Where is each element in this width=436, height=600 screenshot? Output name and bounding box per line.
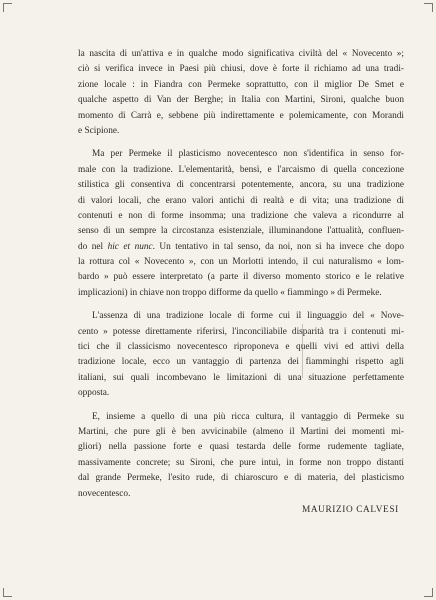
text-line: Ma per Permeke il plasticismo novecentesco non s'identifica in senso for- <box>92 149 404 160</box>
paragraph <box>78 309 404 401</box>
crop-mark-top-right <box>424 3 433 12</box>
paragraph <box>78 47 404 139</box>
text-line: tici che il classicismo novecentesco riproponeva e quelli vivi ed attivi della <box>78 342 404 353</box>
paragraph-spacer <box>78 402 404 410</box>
text-line: zione locale : in Fiandra con Permeke soprattutto, con il miglior De Smet e <box>78 79 404 90</box>
text-line: momento di Carrà e, sebbene più indirettamente e polemicamente, con Morandi <box>78 110 404 121</box>
text-line: gliori) nella passione forte e quasi testarda delle forme rudemente tagliate, <box>78 442 404 453</box>
paragraph-spacer <box>78 139 404 147</box>
text-line: qualche aspetto di Van der Berghe; in Italia con Martini, Sironi, qualche buon <box>78 95 404 106</box>
paragraph <box>78 410 404 502</box>
text-line: Martini, che pure gli è ben avvicinabile (almeno il Martini dei momenti mi- <box>78 426 404 437</box>
text-line: italiani, sui quali incombevano le limitazioni di una situazione perfettamente <box>78 372 404 383</box>
paragraph-spacer <box>78 301 404 309</box>
text-line: ciò si verifica invece in Paesi più chiusi, dove è forte il richiamo ad una tradi- <box>78 64 404 75</box>
text-line: male con la tradizione. L'elementarità, bensì, e l'arcaismo di quella concezione <box>78 164 404 175</box>
author-signature: MAURIZIO CALVESI <box>302 505 399 515</box>
crop-mark-top-left <box>3 3 12 12</box>
text-line: dal grande Permeke, l'esito rude, di chiaroscuro e di materia, del plasticismo <box>78 473 404 484</box>
text-line: la nascita di un'attiva e in qualche modo significativa civiltà del « Novecento »; <box>78 49 404 59</box>
text-line: cento » potesse direttamente riferirsi, l'inconciliabile disparità tra i contenuti mi- <box>78 326 404 337</box>
text-line: do nel hic et nunc. Un tentativo in tal senso, da noi, non si ha invece che dopo <box>78 241 404 252</box>
paragraph <box>78 147 404 301</box>
text-line: massivamente concrete; su Sironi, che pure intuì, in forme non troppo distanti <box>78 457 404 468</box>
text-line: stilistica gli consentiva di concentrarsi potentemente, ancora, su una tradizione <box>78 180 404 191</box>
text-line: di valori locali, che erano valori antichi di realtà e di vita; una tradizione di <box>78 195 404 206</box>
text-line: L'assenza di una tradizione locale di forme cui il linguaggio del « Nove- <box>92 311 404 322</box>
text-line: la rottura col « Novecento », con un Morlotti intendo, il cui naturalismo « lom- <box>78 257 404 268</box>
text-line: novecentesco. <box>78 488 131 499</box>
article-body <box>78 47 404 502</box>
italic-phrase: hic et nunc <box>107 241 153 252</box>
text-line: contenuti e non di forme insomma; una tradizione che valeva a ricondurre al <box>78 210 404 221</box>
text-line: opposta. <box>78 388 110 399</box>
text-line: E, insieme a quello di una più ricca cultura, il vantaggio di Permeke su <box>92 411 404 422</box>
crop-mark-bottom-left <box>3 588 12 597</box>
crop-mark-bottom-right <box>424 588 433 597</box>
text-line: bardo » può essere interpretato (a parte il diverso momento storico e le relative <box>78 272 404 283</box>
text-line: e Scipione. <box>78 125 120 136</box>
text-line: tradizione locale, ecco un vantaggio di partenza dei fiamminghi rispetto agli <box>78 357 404 368</box>
text-line: implicazioni) in chiave non troppo difforme da quello « fiammingo » di Permeke. <box>78 287 382 298</box>
text-line: senso di un sempre la circostanza esistenziale, illuminandone l'attualità, confluen- <box>78 226 404 237</box>
